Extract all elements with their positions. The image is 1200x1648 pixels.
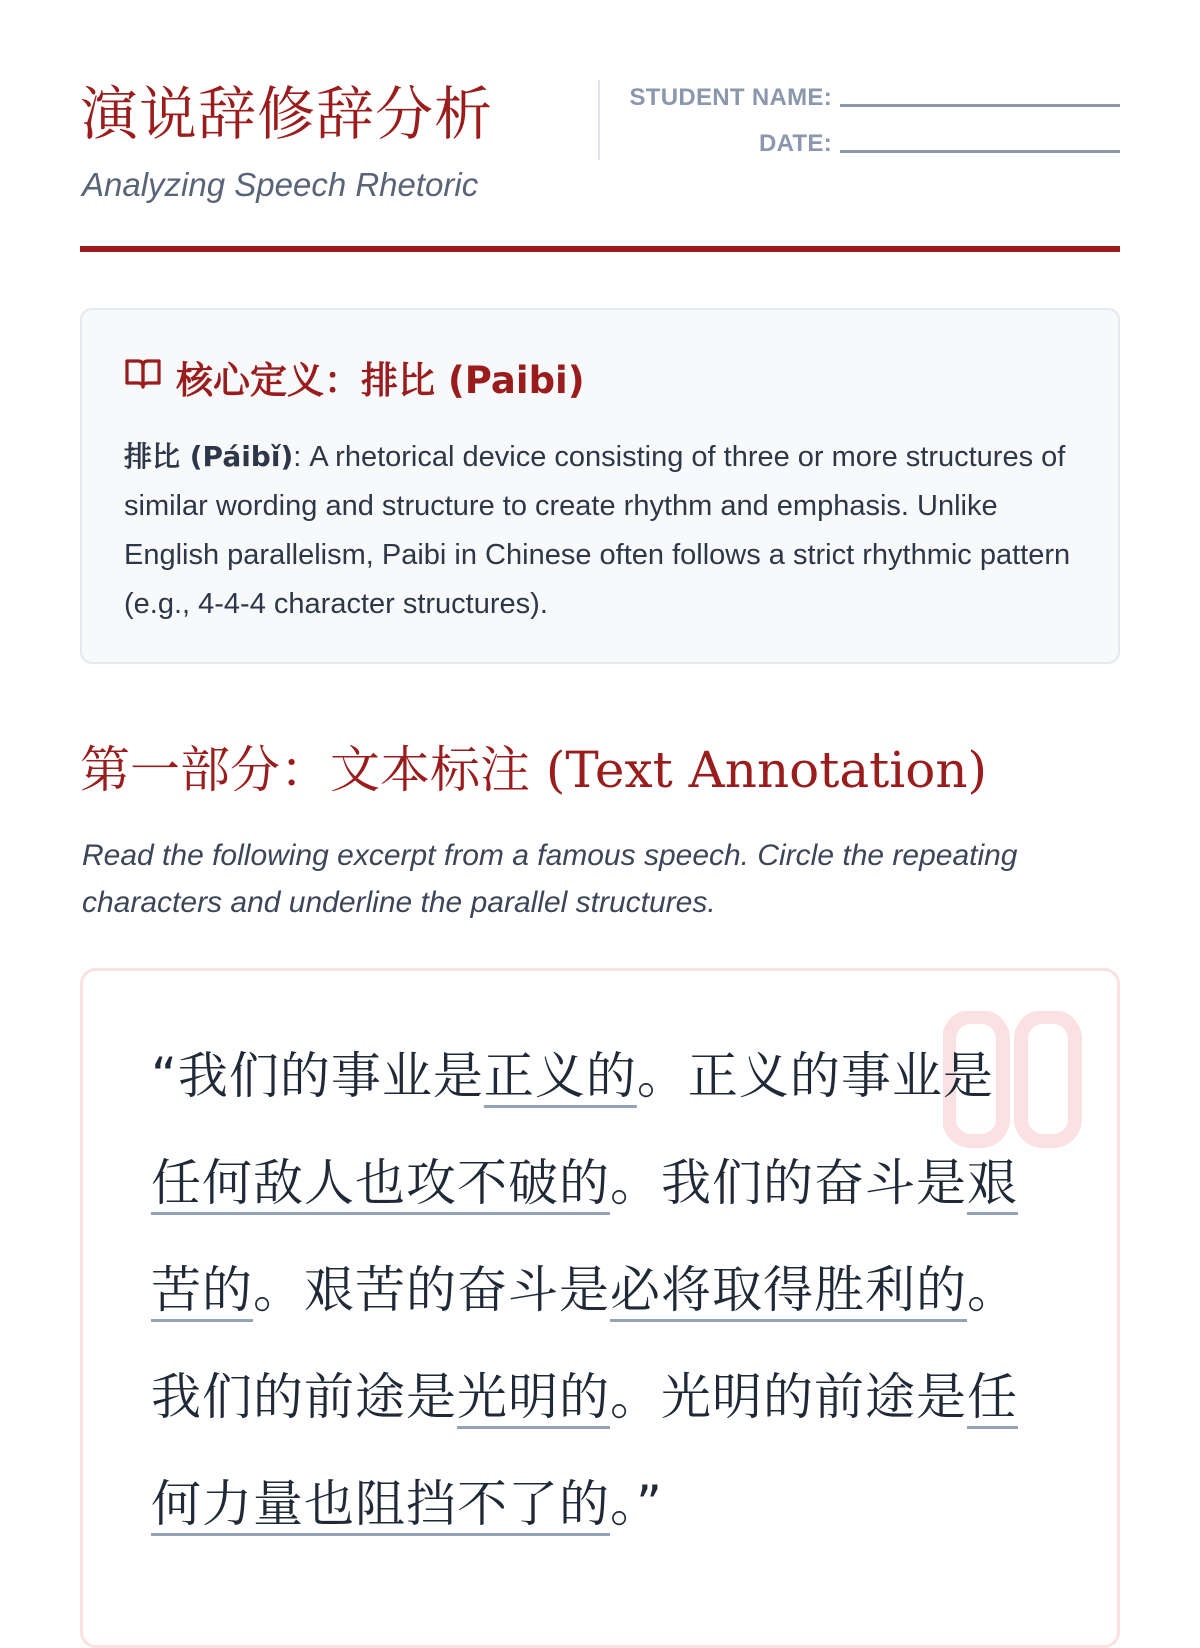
date-field[interactable] bbox=[759, 130, 1120, 158]
definition-card bbox=[80, 308, 1120, 664]
student-name-label: STUDENT NAME: bbox=[629, 84, 832, 111]
definition-body bbox=[124, 432, 1084, 629]
quote-card bbox=[80, 968, 1120, 1648]
quote-segment: 。我们的奋斗是 bbox=[610, 1154, 967, 1212]
quote-segment: “我们的事业是 bbox=[151, 1047, 484, 1105]
page-subtitle: Analyzing Speech Rhetoric bbox=[82, 166, 479, 203]
definition-title bbox=[124, 350, 585, 404]
header-rule bbox=[80, 246, 1120, 252]
parallel-structure-phrase: 任何力量也阻挡不了的 bbox=[151, 1368, 1018, 1533]
quote-segment: 。我们的前途是 bbox=[151, 1261, 1018, 1426]
parallel-structure-phrase: 正义的 bbox=[483, 1047, 637, 1105]
quote-segment: 。” bbox=[610, 1475, 663, 1533]
open-book-icon bbox=[124, 356, 176, 399]
definition-title-text: 核心定义：排比 (Paibi) bbox=[176, 359, 585, 402]
quote-text bbox=[151, 1023, 1031, 1558]
header-divider bbox=[598, 80, 600, 160]
definition-term: 排比 (Páibǐ) bbox=[124, 440, 294, 473]
date-blank[interactable] bbox=[840, 150, 1120, 153]
quote-segment: 。光明的前途是 bbox=[610, 1368, 967, 1426]
quote-segment: 。正义的事业是 bbox=[636, 1047, 994, 1105]
quote-segment: 。艰苦的奋斗是 bbox=[253, 1261, 610, 1319]
parallel-structure-phrase: 任何敌人也攻不破的 bbox=[151, 1154, 610, 1212]
student-name-blank[interactable] bbox=[840, 104, 1120, 107]
parallel-structure-phrase: 必将取得胜利的 bbox=[610, 1261, 967, 1319]
parallel-structure-phrase: 艰苦的 bbox=[151, 1154, 1018, 1319]
page-title: 演说辞修辞分析 bbox=[80, 80, 494, 148]
definition-text: : A rhetorical device consisting of three or more structures of similar wording and structure to create rhythm and emphasis. Unlike English parallelism, Paibi in Chinese often follows a strict rhythmic pattern (e.g., 4-4-4 character structures). bbox=[124, 441, 1071, 620]
worksheet-header bbox=[80, 70, 1120, 240]
date-label: DATE: bbox=[758, 130, 832, 157]
section-instructions: Read the following excerpt from a famous speech. Circle the repeating characters and underline the parallel structures. bbox=[82, 839, 1018, 919]
section-title: 第一部分：文本标注 (Text Annotation) bbox=[80, 741, 988, 799]
parallel-structure-phrase: 光明的 bbox=[457, 1368, 610, 1426]
student-name-field[interactable] bbox=[629, 84, 1120, 112]
